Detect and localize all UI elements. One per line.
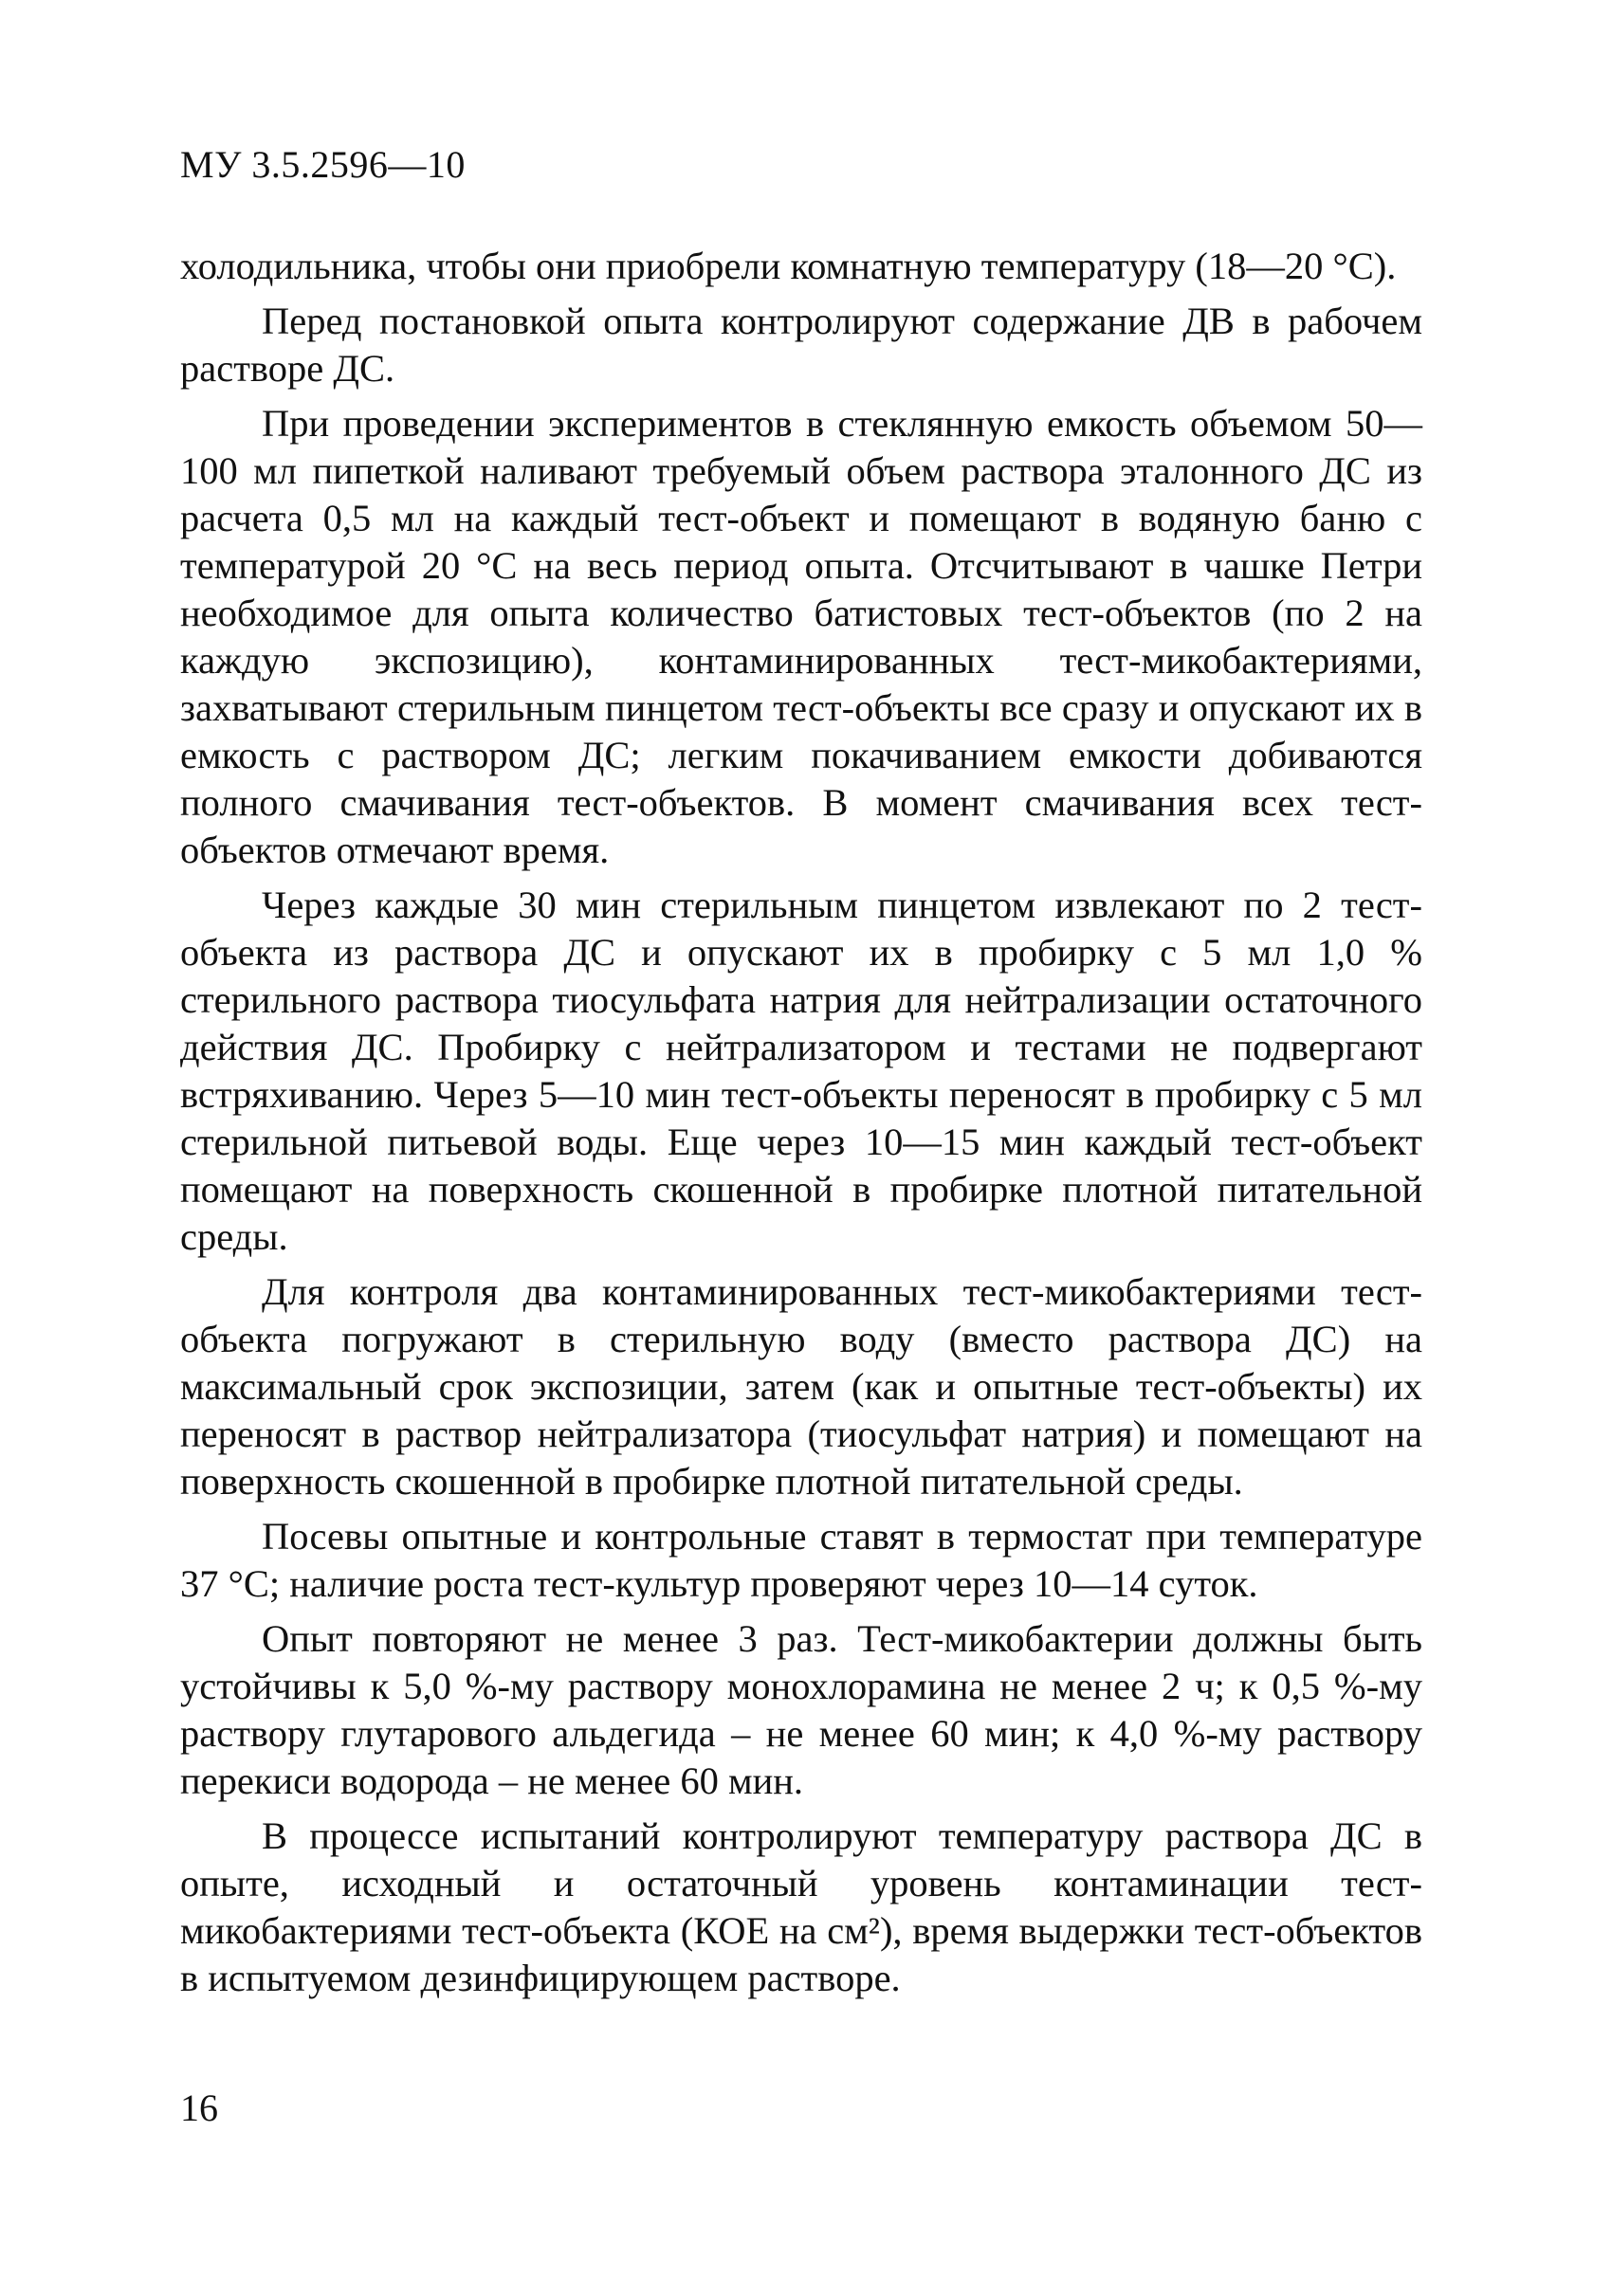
- page-number: 16: [180, 2086, 218, 2129]
- document-code-header: МУ 3.5.2596—10: [180, 143, 466, 186]
- paragraph-sampling-neutralization: Через каждые 30 мин стерильным пинцетом извлекают по 2 тест-объекта из раствора ДС и опускают их в пробирку с 5 мл 1,0 % стерильного раствора тиосульфата натрия для нейтрализации остаточного действия ДС. Пробирку с нейтрализатором и тестами не подвергают встряхиванию. Через 5—10 мин тест-объекты переносят в пробирку с 5 мл стерильной питьевой воды. Еще через 10—15 мин каждый тест-объект помещают на поверхность скошенной в пробирке плотной питательной среды.: [180, 884, 1422, 1258]
- paragraph-incubation: Посевы опытные и контрольные ставят в термостат при температуре 37 °С; наличие роста тест-культур проверяют через 10—14 суток.: [180, 1515, 1422, 1605]
- paragraph-control-samples: Для контроля два контаминированных тест-микобактериями тест-объекта погружают в стерильную воду (вместо раствора ДС) на максимальный срок экспозиции, затем (как и опытные тест-объекты) их переносят в раствор нейтрализатора (тиосульфат натрия) и помещают на поверхность скошенной в пробирке плотной питательной среды.: [180, 1270, 1422, 1503]
- document-body: [180, 243, 1422, 2010]
- paragraph-experiment-procedure: При проведении экспериментов в стеклянную емкость объемом 50—100 мл пипеткой наливают требуемый объем раствора эталонного ДС из расчета 0,5 мл на каждый тест-объект и помещают в водяную баню с температурой 20 °С на весь период опыта. Отсчитывают в чашке Петри необходимое для опыта количество батистовых тест-объектов (по 2 на каждую экспозицию), контаминированных тест-микобактериями, захватывают стерильным пинцетом тест-объекты все сразу и опускают их в емкость с раствором ДС; легким покачиванием емкости добиваются полного смачивания тест-объектов. В момент смачивания всех тест-объектов отмечают время.: [180, 402, 1422, 871]
- paragraph-control-active-substance: Перед постановкой опыта контролируют содержание ДВ в рабочем растворе ДС.: [180, 300, 1422, 390]
- paragraph-fridge-temperature: холодильника, чтобы они приобрели комнатную температуру (18—20 °С).: [180, 245, 1397, 287]
- paragraph-repetition-resistance: Опыт повторяют не менее 3 раз. Тест-микобактерии должны быть устойчивы к 5,0 %-му раствору монохлорамина не менее 2 ч; к 0,5 %-му раствору глутарового альдегида – не менее 60 мин; к 4,0 %-му раствору перекиси водорода – не менее 60 мин.: [180, 1617, 1422, 1802]
- paragraph-test-monitoring: В процессе испытаний контролируют температуру раствора ДС в опыте, исходный и остаточный уровень контаминации тест-микобактериями тест-объекта (КОЕ на см²), время выдержки тест-объектов в испытуемом дезинфицирующем растворе.: [180, 1814, 1422, 1999]
